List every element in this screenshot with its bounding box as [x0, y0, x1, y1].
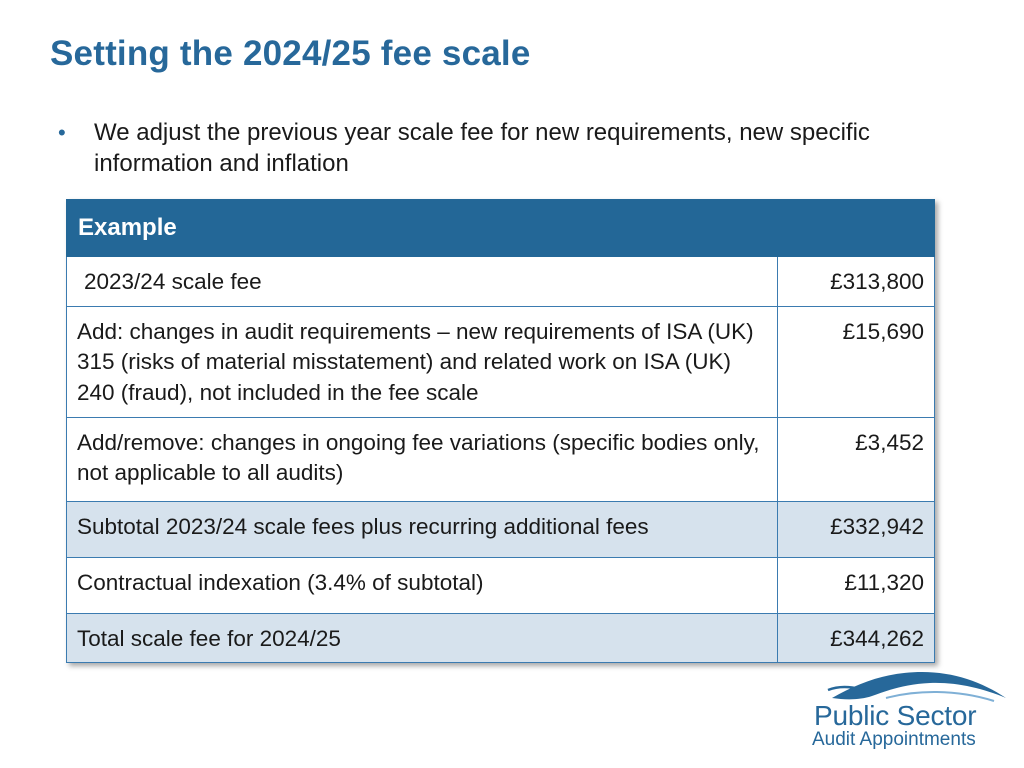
row-label: Add/remove: changes in ongoing fee variations (specific bodies only, not applicable to all audits) — [67, 417, 778, 501]
psaa-logo — [808, 668, 1008, 758]
slide-title: Setting the 2024/25 fee scale — [50, 34, 531, 73]
table-row-total — [67, 613, 935, 663]
row-label: Total scale fee for 2024/25 — [67, 613, 778, 663]
table-row-subtotal — [67, 501, 935, 557]
bullet-item — [58, 117, 938, 179]
table-row — [67, 557, 935, 613]
row-amount: £313,800 — [778, 257, 935, 307]
table-row — [67, 257, 935, 307]
logo-line-2: Audit Appointments — [812, 729, 976, 750]
row-label: Subtotal 2023/24 scale fees plus recurring additional fees — [67, 501, 778, 557]
row-amount: £15,690 — [778, 306, 935, 417]
row-label: Contractual indexation (3.4% of subtotal) — [67, 557, 778, 613]
row-amount: £344,262 — [778, 613, 935, 663]
row-amount: £332,942 — [778, 501, 935, 557]
bullet-text: We adjust the previous year scale fee for new requirements, new specific information and inflation — [94, 119, 870, 177]
wave-logo-icon — [826, 668, 1008, 704]
logo-line-1: Public Sector — [814, 700, 977, 731]
table-row — [67, 417, 935, 501]
table-row — [67, 306, 935, 417]
row-amount: £3,452 — [778, 417, 935, 501]
row-amount: £11,320 — [778, 557, 935, 613]
bullet-list — [58, 117, 938, 179]
table-header: Example — [67, 200, 935, 257]
bullet-icon: • — [58, 120, 66, 145]
fee-example-table — [66, 199, 935, 663]
row-label: Add: changes in audit requirements – new requirements of ISA (UK) 315 (risks of material misstatement) and related work on ISA (UK) 240 (fraud), not included in the fee scale — [67, 306, 778, 417]
row-label: 2023/24 scale fee — [67, 257, 778, 307]
